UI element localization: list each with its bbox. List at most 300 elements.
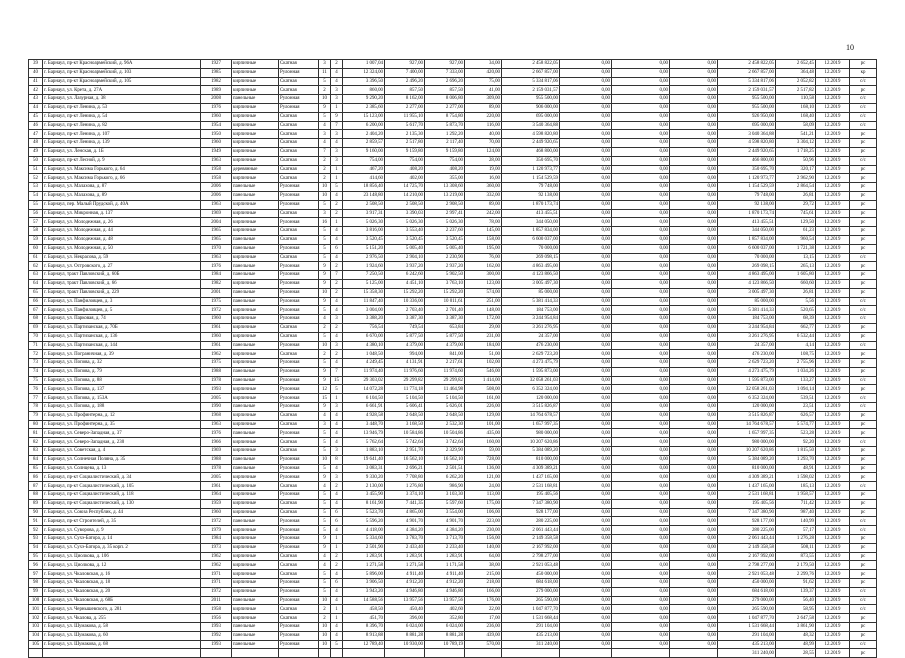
cell-fund-fkr: 1 154 529,59 xyxy=(718,183,776,192)
cell-fund-owners: 0,00 xyxy=(670,403,718,412)
cell-wall-material: панельные xyxy=(232,376,279,385)
cell-roof-type: Скатная xyxy=(279,253,319,262)
cell-address: г. Барнаул, ул. Панфиловцев, д. 3 xyxy=(43,297,201,306)
cell-fund-owners: 0,00 xyxy=(670,438,718,447)
cell-residential-area: 2 648,50 xyxy=(385,411,425,420)
cell-entrances: 5 xyxy=(331,183,343,192)
cell-unit-cost: 1 094,14 xyxy=(776,385,816,394)
cell-total-area: 1 048,50 xyxy=(343,350,385,359)
cell-build-year: 1985 xyxy=(201,68,232,77)
cell-residents: 546,00 xyxy=(465,367,502,376)
cell-owned-area: 754,00 xyxy=(425,156,465,165)
cell-deadline: 12.2019 xyxy=(816,623,850,632)
cell-unit-cost: 139,37 xyxy=(776,587,816,596)
cell-deadline: 12.2019 xyxy=(816,227,850,236)
cell-fund-local: 0,00 xyxy=(612,596,670,605)
cell-row-number: 78 xyxy=(29,403,43,412)
cell-deadline: 12.2019 xyxy=(816,464,850,473)
cell-wall-material: кирпичные xyxy=(232,315,279,324)
cell-residential-area: 3 783,70 xyxy=(385,535,425,544)
cell-fund-local: 0,00 xyxy=(612,473,670,482)
cell-row-number: 58 xyxy=(29,227,43,236)
cell-roof-type: Скатная xyxy=(279,165,319,174)
cell-owned-area: 2 532,30 xyxy=(425,420,465,429)
cell-residential-area: 857,50 xyxy=(385,86,425,95)
cell-build-year: 1972 xyxy=(201,306,232,315)
cell-total-cost: 980 000,00 xyxy=(502,429,560,438)
cell-fund-local: 0,00 xyxy=(612,332,670,341)
cell-address: г. Барнаул, ул. Шумакова, д. 58 xyxy=(43,623,201,632)
cell-fund-regional: 0,00 xyxy=(560,332,612,341)
cell-work-type: рс xyxy=(850,350,877,359)
cell-unit-cost: 2 517,82 xyxy=(776,86,816,95)
cell-entrances: 4 xyxy=(331,526,343,535)
cell-wall-material: кирпичные xyxy=(232,499,279,508)
cell-deadline: 12.2019 xyxy=(816,473,850,482)
cell-residential-area: 4 379,00 xyxy=(385,341,425,350)
cell-deadline: 12.2019 xyxy=(816,455,850,464)
cell-floors: 5 xyxy=(319,579,331,588)
cell-fund-owners: 0,00 xyxy=(670,218,718,227)
table-row xyxy=(29,570,877,579)
cell-entrances: 2 xyxy=(331,323,343,332)
cell-owned-area: 2 329,90 xyxy=(425,447,465,456)
cell-floors: 5 xyxy=(319,112,331,121)
cell-wall-material: кирпичные xyxy=(232,130,279,139)
cell-build-year: 1949 xyxy=(201,147,232,156)
cell-work-type: рс xyxy=(850,147,877,156)
cell-address: г. Барнаул, тракт Павловский, д. 60Б xyxy=(43,271,201,280)
cell-unit-cost: 364,48 xyxy=(776,68,816,77)
cell-fund-local: 0,00 xyxy=(612,288,670,297)
cell-fund-regional: 0,00 xyxy=(560,156,612,165)
cell-owned-area: 2 701,40 xyxy=(425,306,465,315)
cell-owned-area: 4 912,20 xyxy=(425,579,465,588)
cell-build-year: 1993 xyxy=(201,385,232,394)
cell-total-area: 451,70 xyxy=(343,614,385,623)
cell-fund-owners: 0,00 xyxy=(670,253,718,262)
cell-fund-owners: 0,00 xyxy=(670,209,718,218)
cell-work-type: рс xyxy=(850,367,877,376)
cell-roof-type: Рулонная xyxy=(279,376,319,385)
cell-fund-regional: 0,00 xyxy=(560,200,612,209)
table-row xyxy=(29,156,877,165)
cell-fund-owners: 0,00 xyxy=(670,367,718,376)
cell-work-type: с/с xyxy=(850,376,877,385)
cell-fund-local: 0,00 xyxy=(612,517,670,526)
cell-total-area: 12 324,00 xyxy=(343,68,385,77)
cell-fund-local: 0,00 xyxy=(612,174,670,183)
cell-wall-material: панельные xyxy=(232,464,279,473)
cell-build-year: 1962 xyxy=(201,350,232,359)
cell-address: г. Барнаул, ул. Циолкова, д. 12 xyxy=(43,561,201,570)
cell-build-year: 1960 xyxy=(201,332,232,341)
cell-row-number: 45 xyxy=(29,112,43,121)
cell-residents: 123,00 xyxy=(465,279,502,288)
cell-address: г. Барнаул, ул. Микронная, д. 137 xyxy=(43,209,201,218)
cell-deadline: 12.2019 xyxy=(816,174,850,183)
cell-fund-fkr: 3 261 276,95 xyxy=(718,332,776,341)
cell-address: г. Барнаул, пр-кт Красноармейский, д. 96А xyxy=(43,60,201,69)
cell-owned-area: 2 277,00 xyxy=(425,103,465,112)
cell-residents: 29,00 xyxy=(465,323,502,332)
cell-roof-type: Рулонная xyxy=(279,543,319,552)
cell-fund-regional: 0,00 xyxy=(560,103,612,112)
cell-total-cost: 476 230,00 xyxy=(502,341,560,350)
cell-fund-regional: 0,00 xyxy=(560,499,612,508)
cell-entrances: 2 xyxy=(331,561,343,570)
cell-build-year: 1960 xyxy=(201,508,232,517)
cell-build-year: 1988 xyxy=(201,367,232,376)
cell-build-year: 1954 xyxy=(201,121,232,130)
cell-fund-local: 0,00 xyxy=(612,147,670,156)
cell-fund-owners: 0,00 xyxy=(670,420,718,429)
cell-row-number: 90 xyxy=(29,508,43,517)
cell-unit-cost: 1 293,70 xyxy=(776,455,816,464)
cell-roof-type: Скатная xyxy=(279,499,319,508)
cell-deadline: 12.2019 xyxy=(816,253,850,262)
cell-total-cost: 195 405,56 xyxy=(502,491,560,500)
cell-deadline: 12.2019 xyxy=(816,262,850,271)
cell-work-type: рс xyxy=(850,262,877,271)
cell-wall-material: панельные xyxy=(232,596,279,605)
cell-residents: 17,00 xyxy=(465,614,502,623)
cell-wall-material: панельные xyxy=(232,403,279,412)
cell-floors: 3 xyxy=(319,130,331,139)
table-row xyxy=(29,508,877,517)
cell-row-number: 39 xyxy=(29,60,43,69)
cell-unit-cost: 523,28 xyxy=(776,429,816,438)
cell-fund-regional: 0,00 xyxy=(560,552,612,561)
cell-fund-local: 0,00 xyxy=(612,561,670,570)
cell-row-number: 40 xyxy=(29,68,43,77)
cell-deadline: 12.2019 xyxy=(816,561,850,570)
cell-wall-material: кирпичные xyxy=(232,587,279,596)
cell-fund-owners: 0,00 xyxy=(670,482,718,491)
cell-work-type: рс xyxy=(850,552,877,561)
cell-fund-fkr: 476 230,00 xyxy=(718,350,776,359)
cell-entrances: 2 xyxy=(331,552,343,561)
cell-residential-area: 2 517,80 xyxy=(385,139,425,148)
cell-roof-type: Скатная xyxy=(279,60,319,69)
table-row xyxy=(29,447,877,456)
cell-total-area: 14 588,56 xyxy=(343,596,385,605)
cell-entrances: 4 xyxy=(331,623,343,632)
cell-fund-local: 0,00 xyxy=(612,156,670,165)
cell-roof-type: Скатная xyxy=(279,570,319,579)
cell-roof-type: Рулонная xyxy=(279,429,319,438)
cell-fund-fkr: 279 000,00 xyxy=(718,596,776,605)
cell-unit-cost: 140,99 xyxy=(776,517,816,526)
cell-roof-type: Скатная xyxy=(279,235,319,244)
cell-floors: 10 xyxy=(319,191,331,200)
cell-wall-material: деревянные xyxy=(232,165,279,174)
cell-deadline: 12.2019 xyxy=(816,244,850,253)
cell-deadline: 12.2019 xyxy=(816,156,850,165)
cell-roof-type: Рулонная xyxy=(279,587,319,596)
cell-build-year: 1963 xyxy=(201,253,232,262)
cell-floors: 3 xyxy=(319,209,331,218)
cell-fund-owners: 0,00 xyxy=(670,429,718,438)
cell-total-cost: 7 347 380,90 xyxy=(502,499,560,508)
cell-deadline: 12.2019 xyxy=(816,323,850,332)
cell-roof-type: Рулонная xyxy=(279,403,319,412)
cell-owned-area: 9 159,80 xyxy=(425,147,465,156)
cell-floors: 5 xyxy=(319,235,331,244)
cell-fund-fkr: 92 138,00 xyxy=(718,200,776,209)
table-row xyxy=(29,473,877,482)
cell-total-cost: 3 261 276,95 xyxy=(502,323,560,332)
cell-total-cost: 1 857 834,00 xyxy=(502,227,560,236)
cell-fund-owners: 0,00 xyxy=(670,385,718,394)
cell-wall-material: кирпичные xyxy=(232,227,279,236)
table-row xyxy=(29,587,877,596)
cell-entrances: 6 xyxy=(331,579,343,588)
cell-deadline: 12.2019 xyxy=(816,218,850,227)
cell-build-year: 1959 xyxy=(201,499,232,508)
cell-deadline: 12.2019 xyxy=(816,183,850,192)
cell-roof-type: Рулонная xyxy=(279,367,319,376)
table-row xyxy=(29,209,877,218)
cell-row-number: 84 xyxy=(29,455,43,464)
cell-residents: 172,00 xyxy=(465,315,502,324)
cell-deadline: 12.2019 xyxy=(816,68,850,77)
cell-row-number: 80 xyxy=(29,420,43,429)
cell-owned-area: 1 283,91 xyxy=(425,552,465,561)
cell-fund-local: 0,00 xyxy=(612,411,670,420)
cell-wall-material: кирпичные xyxy=(232,60,279,69)
cell-entrances: 9 xyxy=(331,112,343,121)
cell-row-number: 60 xyxy=(29,244,43,253)
cell-roof-type: Рулонная xyxy=(279,95,319,104)
cell-total-area: 5 026,30 xyxy=(343,218,385,227)
cell-total-area: 6 670,00 xyxy=(343,332,385,341)
cell-total-cost: 14 764 678,57 xyxy=(502,411,560,420)
cell-entrances: 4 xyxy=(331,77,343,86)
cell-row-number: 64 xyxy=(29,279,43,288)
cell-wall-material: панельные xyxy=(232,367,279,376)
cell-wall-material: кирпичные xyxy=(232,473,279,482)
cell-total-area: 1 883,10 xyxy=(343,447,385,456)
cell-row-number: 99 xyxy=(29,587,43,596)
cell-build-year: 1976 xyxy=(201,103,232,112)
cell-fund-owners: 0,00 xyxy=(670,271,718,280)
cell-entrances: 3 xyxy=(331,95,343,104)
table-row xyxy=(29,438,877,447)
cell-total-cost: 3 540 364,88 xyxy=(502,121,560,130)
cell-owned-area: 402,60 xyxy=(425,605,465,614)
cell-build-year: 1979 xyxy=(201,526,232,535)
cell-fund-local: 0,00 xyxy=(612,570,670,579)
cell-build-year: 1972 xyxy=(201,587,232,596)
cell-wall-material: кирпичные xyxy=(232,200,279,209)
cell-fund-fkr: 2 798 277,00 xyxy=(718,561,776,570)
cell-unit-cost: 745,61 xyxy=(776,209,816,218)
cell-total-area: 5 596,20 xyxy=(343,517,385,526)
cell-floors: 4 xyxy=(319,139,331,148)
cell-row-number: 103 xyxy=(29,623,43,632)
cell-unit-cost: 2 052,82 xyxy=(776,77,816,86)
cell-address: г. Барнаул, ул. Попова, д. 153А xyxy=(43,394,201,403)
table-row xyxy=(29,614,877,623)
cell-entrances: 6 xyxy=(331,508,343,517)
cell-total-area: 3 917,31 xyxy=(343,209,385,218)
cell-fund-owners: 0,00 xyxy=(670,587,718,596)
cell-fund-local: 0,00 xyxy=(612,306,670,315)
table-row xyxy=(29,165,877,174)
cell-row-number: 56 xyxy=(29,209,43,218)
cell-residential-area: 7 708,80 xyxy=(385,473,425,482)
cell-fund-regional: 0,00 xyxy=(560,297,612,306)
cell-fund-regional: 0,00 xyxy=(560,614,612,623)
cell-fund-owners: 0,00 xyxy=(670,297,718,306)
cell-unit-cost: 133,27 xyxy=(776,376,816,385)
cell-deadline: 12.2019 xyxy=(816,95,850,104)
cell-unit-cost: 520,65 xyxy=(776,306,816,315)
table-row xyxy=(29,77,877,86)
cell-roof-type: Скатная xyxy=(279,209,319,218)
cell-row-number: 53 xyxy=(29,183,43,192)
cell-work-type: рс xyxy=(850,218,877,227)
cell-unit-cost: 541,21 xyxy=(776,130,816,139)
cell-residents: 40,00 xyxy=(465,130,502,139)
cell-fund-regional: 0,00 xyxy=(560,631,612,640)
cell-row-number: 49 xyxy=(29,147,43,156)
cell-owned-area: 352,80 xyxy=(425,614,465,623)
cell-unit-cost: 108,75 xyxy=(776,350,816,359)
cell-owned-area: 13 219,00 xyxy=(425,191,465,200)
cell-wall-material: кирпичные xyxy=(232,86,279,95)
cell-deadline: 12.2019 xyxy=(816,570,850,579)
table-row xyxy=(29,376,877,385)
cell-build-year: 1982 xyxy=(201,279,232,288)
cell-fund-owners: 0,00 xyxy=(670,552,718,561)
cell-fund-regional: 0,00 xyxy=(560,262,612,271)
cell-roof-type: Скатная xyxy=(279,605,319,614)
cell-owned-area: 11 974,60 xyxy=(425,367,465,376)
cell-fund-owners: 0,00 xyxy=(670,517,718,526)
cell-fund-regional: 0,00 xyxy=(560,139,612,148)
cell-fund-local: 0,00 xyxy=(612,385,670,394)
cell-build-year: 1958 xyxy=(201,605,232,614)
table-row xyxy=(29,227,877,236)
cell-fund-fkr: 85 000,00 xyxy=(718,297,776,306)
cell-fund-regional: 0,00 xyxy=(560,526,612,535)
cell-fund-local: 0,00 xyxy=(612,526,670,535)
cell-residential-area: 1 271,58 xyxy=(385,561,425,570)
cell-total-area: 1 271,58 xyxy=(343,561,385,570)
cell-owned-area: 2 908,50 xyxy=(425,200,465,209)
cell-work-type: рс xyxy=(850,227,877,236)
cell-fund-local: 0,00 xyxy=(612,552,670,561)
cell-floors: 2 xyxy=(319,605,331,614)
cell-unit-cost: 626,57 xyxy=(776,411,816,420)
cell-fund-regional: 0,00 xyxy=(560,411,612,420)
cell-fund-owners: 0,00 xyxy=(670,359,718,368)
cell-fund-owners: 0,00 xyxy=(670,121,718,130)
cell-entrances: 1 xyxy=(331,614,343,623)
cell-fund-regional: 0,00 xyxy=(560,165,612,174)
cell-deadline: 12.2019 xyxy=(816,447,850,456)
cell-deadline: 12.2019 xyxy=(816,535,850,544)
cell-fund-regional: 0,00 xyxy=(560,464,612,473)
cell-fund-regional: 0,00 xyxy=(560,183,612,192)
cell-residential-area: 5 606,41 xyxy=(385,403,425,412)
cell-fund-regional: 0,00 xyxy=(560,174,612,183)
cell-entrances: 4 xyxy=(331,297,343,306)
cell-work-type: с/с xyxy=(850,112,877,121)
cell-residential-area: 5 026,30 xyxy=(385,218,425,227)
cell-wall-material: кирпичные xyxy=(232,103,279,112)
cell-roof-type: Рулонная xyxy=(279,297,319,306)
cell-residential-area: 6 024,00 xyxy=(385,623,425,632)
cell-total-area: 3 455,90 xyxy=(343,491,385,500)
cell-work-type: с/с xyxy=(850,103,877,112)
cell-row-number: 44 xyxy=(29,103,43,112)
cell-owned-area: 4 911,40 xyxy=(425,570,465,579)
cell-floors: 9 xyxy=(319,103,331,112)
table-row xyxy=(29,262,877,271)
cell-work-type: рс xyxy=(850,60,877,69)
cell-fund-local: 0,00 xyxy=(612,244,670,253)
cell-fund-regional: 0,00 xyxy=(560,596,612,605)
cell-fund-regional: 0,00 xyxy=(560,420,612,429)
cell-floors: 9 xyxy=(319,271,331,280)
cell-total-area: 5 151,20 xyxy=(343,244,385,253)
cell-deadline: 12.2019 xyxy=(816,508,850,517)
cell-total-cost: 1 120 973,77 xyxy=(502,165,560,174)
cell-total-area: 3 004,00 xyxy=(343,306,385,315)
cell-deadline: 12.2019 xyxy=(816,209,850,218)
cell-build-year: 1962 xyxy=(201,561,232,570)
cell-build-year xyxy=(201,649,232,658)
cell-total-area: 467,20 xyxy=(343,165,385,174)
cell-total-cost: 5 334 817,06 xyxy=(502,77,560,86)
cell-total-cost: 2 149 358,58 xyxy=(502,535,560,544)
cell-address: г. Барнаул, ул. Попова, д. 137 xyxy=(43,385,201,394)
cell-total-area: 23 148,80 xyxy=(343,191,385,200)
cell-wall-material: кирпичные xyxy=(232,139,279,148)
cell-unit-cost: 2 755,96 xyxy=(776,359,816,368)
cell-residential-area: 11 774,18 xyxy=(385,385,425,394)
cell-address: г. Барнаул, пр-кт Строителей, д. 35 xyxy=(43,517,201,526)
cell-roof-type: Скатная xyxy=(279,147,319,156)
cell-total-area: 15 358,30 xyxy=(343,288,385,297)
cell-fund-regional: 0,00 xyxy=(560,367,612,376)
cell-owned-area: 3 520,45 xyxy=(425,235,465,244)
cell-address: г. Барнаул, ул. Попова, д. 32 xyxy=(43,359,201,368)
cell-row-number: 82 xyxy=(29,438,43,447)
cell-build-year: 1973 xyxy=(201,543,232,552)
cell-wall-material: кирпичные xyxy=(232,112,279,121)
cell-fund-local: 0,00 xyxy=(612,631,670,640)
cell-unit-cost: 168,40 xyxy=(776,112,816,121)
cell-address: г. Барнаул, ул. Советская, д. 4 xyxy=(43,447,201,456)
cell-work-type: рс xyxy=(850,499,877,508)
table-row xyxy=(29,403,877,412)
cell-floors: 2 xyxy=(319,614,331,623)
cell-row-number: 102 xyxy=(29,614,43,623)
cell-fund-fkr: 7 347 380,90 xyxy=(718,508,776,517)
cell-fund-regional: 0,00 xyxy=(560,473,612,482)
cell-floors: 5 xyxy=(319,227,331,236)
cell-address: г. Барнаул, пр-кт Лесной, д. 9 xyxy=(43,156,201,165)
cell-work-type: рс xyxy=(850,86,877,95)
cell-work-type: с/с xyxy=(850,640,877,649)
cell-total-cost: 1 437 165,00 xyxy=(502,473,560,482)
cell-roof-type: Скатная xyxy=(279,139,319,148)
cell-residential-area: 29 299,82 xyxy=(385,376,425,385)
